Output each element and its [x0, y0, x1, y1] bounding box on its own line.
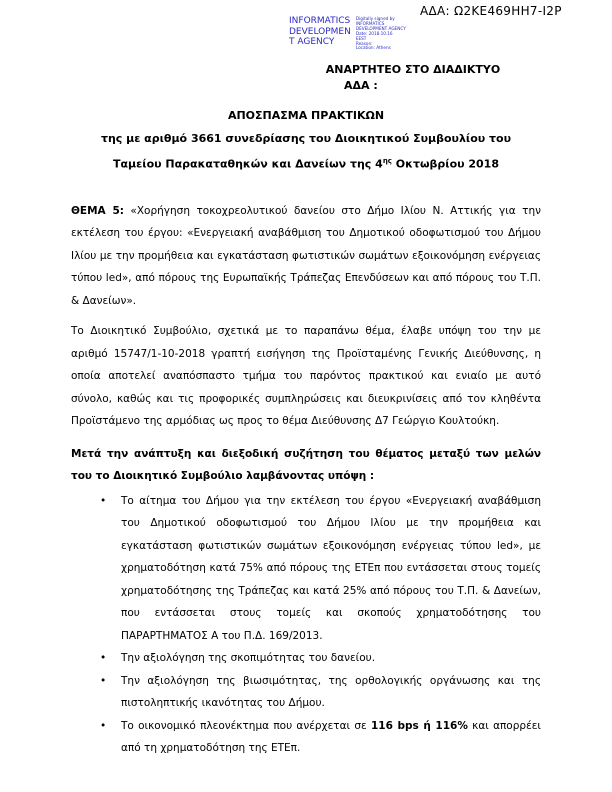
list-item: • Την αξιολόγηση της σκοπιμότητας του δανείου.: [121, 647, 541, 670]
bullet4-pre: Το οικονομικό πλεονέκτημα που ανέρχεται σε: [121, 719, 371, 732]
theme-text: «Χορήγηση τοκοχρεολυτικού δανείου στο Δήμο Ιλίου Ν. Αττικής για την εκτέλεση του έργου: «Ενεργειακή αναβάθμιση του Δημοτικού οδοφωτισμού του Δήμου Ιλίου με την προμήθεια και εγκατάσταση φωτιστικών σωμάτων εξοικονόμηση ενέργειας τύπου led», από πόρους της Ευρωπαϊκής Τράπεζας Επενδύσεων και από πόρους του Τ.Π. & Δανείων».: [71, 204, 541, 307]
bullet4-post: και απορρέει από τη χρηματοδότηση της ΕΤΕπ.: [121, 719, 541, 755]
signature-detail-line: Digitally signed by: [355, 16, 395, 21]
title-line-2: της με αριθμό 3661 συνεδρίασης του Διοικητικού Συμβουλίου του: [100, 132, 512, 145]
ada-label: ΑΔΑ :: [344, 79, 378, 92]
board-consideration-paragraph: Το Διοικητικό Συμβούλιο, σχετικά με το παραπάνω θέμα, έλαβε υπόψη του την με αριθμό 15747/1-10-2018 γραπτή εισήγηση της Προϊσταμένης Γενικής Διεύθυνσης, η οποία αποτελεί αναπόσπαστο τμήμα του παρόντος πρακτικού και ενιαίο με αυτό σύνολο, καθώς και τις προφορικές συμπληρώσεις και διευκρινίσεις από τον κληθέντα Προϊστάμενο της αρμόδιας ως προς το θέμα Διεύθυνσης Δ7 Γεώργιο Κουλτούκη.: [71, 325, 541, 428]
list-item: [121, 715, 541, 760]
title-line-3-post: Οκτωβρίου 2018: [391, 157, 499, 171]
considerations-list: [71, 490, 541, 760]
title-line-3: [71, 150, 541, 176]
signature-detail-line: Location: Athens: [355, 45, 391, 51]
anartiteo-label: ΑΝΑΡΤΗΤΕΟ ΣΤΟ ΔΙΑΔΙΚΤΥΟ: [325, 63, 501, 76]
signature-detail-line: EEST: [355, 35, 367, 41]
signature-detail-line: DEVELOPMENT AGENCY: [355, 25, 406, 31]
ada-code-top: ΑΔΑ: Ω2ΚΕ469ΗΗ7-Ι2Ρ: [420, 4, 562, 18]
document-title: [71, 104, 541, 176]
signature-detail-line: Date: 2018.10.16: [355, 30, 393, 36]
theme-paragraph: [71, 200, 541, 313]
list-item: • Την αξιολόγηση της βιωσιμότητας, της ορθολογικής οργάνωσης και της πιστοληπτικής ικανότητας του Δήμου.: [121, 670, 541, 715]
bullet4-bold-value: 116 bps ή 116%: [370, 719, 468, 732]
decision-heading: Μετά την ανάπτυξη και διεξοδική συζήτηση του θέματος μεταξύ των μελών του το Διοικητικό Συμβούλιο λαμβάνοντας υπόψη :: [71, 447, 541, 483]
title-line-3-pre: Ταμείου Παρακαταθηκών και Δανείων της 4: [113, 157, 383, 171]
list-item: • Το αίτημα του Δήμου για την εκτέλεση του έργου «Ενεργειακή αναβάθμιση του Δημοτικού οδοφωτισμού του Δήμου Ιλίου με την προμήθεια και εγκατάσταση φωτιστικών σωμάτων εξοικονόμηση ενέργειας τύπου led», με χρηματοδότηση κατά 75% από πόρους της ΕΤΕπ που εντάσσεται στους τομείς χρηματοδότησης της Τράπεζας και κατά 25% από πόρους του Τ.Π. & Δανείων, που εντάσσεται στους τομείς και σκοπούς χρηματοδότησης του ΠΑΡΑΡΤΗΜΑΤΟΣ Α του Π.Δ. 169/2013.: [121, 490, 541, 648]
signature-detail-line: INFORMATICS: [355, 20, 385, 26]
document-body: [71, 0, 541, 760]
theme-label: ΘΕΜΑ 5:: [71, 204, 124, 217]
signature-agency-line: T AGENCY: [289, 37, 335, 47]
signature-agency-line: DEVELOPMEN: [289, 26, 351, 37]
title-line-3-ordinal: ης: [382, 157, 392, 165]
title-line-1: ΑΠΟΣΠΑΣΜΑ ΠΡΑΚΤΙΚΩΝ: [227, 109, 385, 122]
signature-detail-line: Reason:: [355, 40, 373, 46]
signature-agency-line: INFORMATICS: [289, 16, 351, 26]
